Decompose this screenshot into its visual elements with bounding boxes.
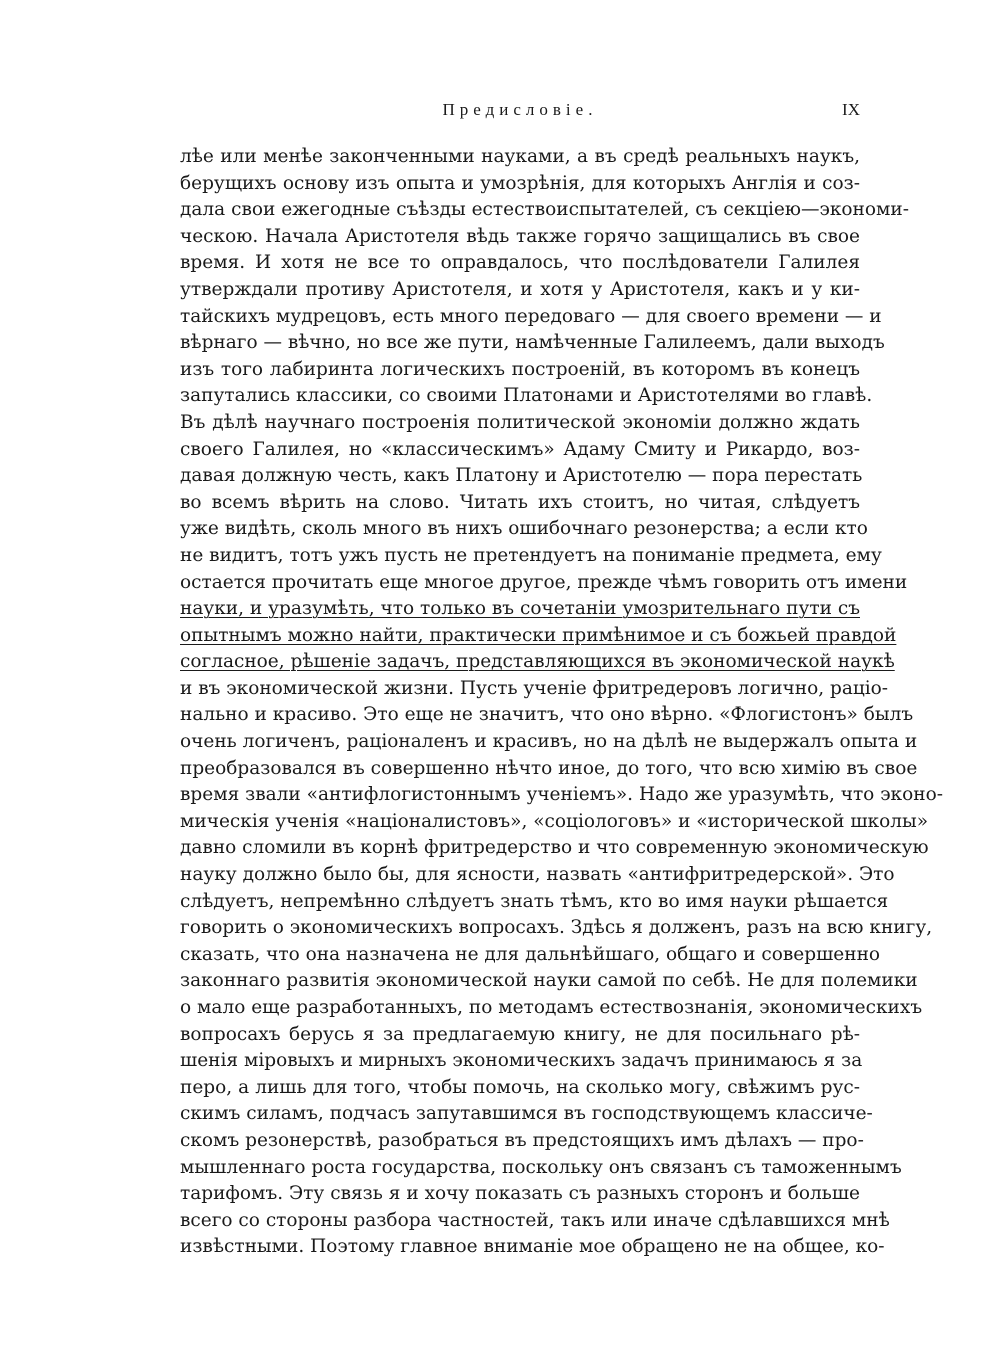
text-line: лѣе или менѣе законченными науками, а въ средѣ реальныхъ наукъ, [180,146,860,167]
text-line: остается прочитать еще многое другое, прежде чѣмъ говорить отъ имени [180,571,908,593]
text-line: вѣрнаго — вѣчно, но все же пути, намѣченные Галилеемъ, дали выходъ [180,332,885,354]
text-line: своего Галилея, но «классическимъ» Адаму Смиту и Рикардо, воз- [180,438,860,460]
text-line: перо, а лишь для того, чтобы помочь, на сколько могу, свѣжимъ рус- [180,1076,860,1098]
text-line: не видитъ, тотъ ужъ пусть не претендуетъ на пониманіе предмета, ему [180,544,882,566]
text-line: дала свои ежегодные съѣзды естествоиспытателей, съ секціею—экономи- [180,199,909,221]
text-line: слѣдуетъ, непремѣнно слѣдуетъ знать тѣмъ, кто во имя науки рѣшается [180,890,889,912]
text-line: давая должную честь, какъ Платону и Аристотелю — пора перестать [180,465,863,487]
text-line: мическія ученія «націоналистовъ», «соціологовъ» и «исторической школы» [180,810,929,832]
page-header [180,100,860,130]
text-line-underlined: опытнымъ можно найти, практически примѣнимое и съ божьей правдой [180,624,897,646]
text-line: о мало еще разработанныхъ, по методамъ естествознанія, экономическихъ [180,997,923,1018]
body-text [180,144,943,1261]
text-line: Въ дѣлѣ научнаго построенія политической экономіи должно ждать [180,411,860,433]
text-line: скомъ резонерствѣ, разобраться въ предстоящихъ имъ дѣлахъ — про- [180,1129,864,1151]
text-line: скимъ силамъ, подчасъ запутавшимся въ господствующемъ классиче- [180,1103,873,1125]
text-line: берущихъ основу изъ опыта и умозрѣнія, для которыхъ Англія и соз- [180,172,860,194]
text-line: время звали «антифлогистоннымъ ученіемъ». Надо же уразумѣть, что эконо- [180,784,943,806]
text-line: запутались классики, со своими Платонами и Аристотелями во главѣ. [180,385,873,407]
text-line: мышленнаго роста государства, поскольку онъ связанъ съ таможеннымъ [180,1156,902,1178]
text-line: вопросахъ берусь я за предлагаемую книгу, не для посильнаго рѣ- [180,1023,860,1045]
text-line: всего со стороны разбора частностей, такъ или иначе сдѣлавшихся мнѣ [180,1209,890,1231]
text-line: шенія міровыхъ и мирныхъ экономическихъ задачъ принимаюсь я за [180,1050,863,1072]
text-line-underlined: науки, и уразумѣть, что только въ сочетаніи умозрительнаго пути съ [180,598,860,620]
text-line: тайскихъ мудрецовъ, есть много передоваго — для своего времени — и [180,305,882,327]
text-line: утверждали противу Аристотеля, и хотя у Аристотеля, какъ и у ки- [180,278,860,300]
text-line: давно сломили въ корнѣ фритредерство и что современную экономическую [180,837,929,859]
text-line: говорить о экономическихъ вопросахъ. Здѣсь я долженъ, разъ на всю книгу, [180,917,933,939]
text-line: законнаго развитія экономической науки самой по себѣ. Не для полемики [180,970,918,992]
text-line: изъ того лабиринта логическихъ построеній, въ которомъ въ конецъ [180,358,860,380]
text-line: сказать, что она назначена не для дальнѣйшаго, общаго и совершенно [180,943,881,965]
text-line: и въ экономической жизни. Пусть ученіе фритредеровъ логично, раціо- [180,677,889,699]
text-line: тарифомъ. Эту связь я и хочу показать съ разныхъ сторонъ и больше [180,1183,860,1205]
text-line: нально и красиво. Это еще не значитъ, что оно вѣрно. «Флогистонъ» былъ [180,704,914,726]
text-line: науку должно было бы, для ясности, назвать «антифритредерской». Это [180,864,895,886]
text-line: во всемъ вѣрить на слово. Читать ихъ стоитъ, но читая, слѣдуетъ [180,491,860,513]
page-number: IX [842,100,860,119]
running-head: Предисловіе. [442,100,598,119]
text-line: преобразовался въ совершенно нѣчто иное, до того, что всю химію въ свое [180,757,918,779]
text-line: уже видѣть, сколь много въ нихъ ошибочнаго резонерства; а если кто [180,518,868,540]
text-line: ческою. Начала Аристотеля вѣдь также горячо защищались въ свое [180,225,860,247]
text-line: извѣстными. Поэтому главное вниманіе мое обращено не на общее, ко- [180,1236,885,1258]
text-line: время. И хотя не все то оправдалось, что послѣдователи Галилея [180,252,860,274]
text-line: очень логиченъ, раціоналенъ и красивъ, но на дѣлѣ не выдержалъ опыта и [180,731,918,753]
text-line-underlined: согласное, рѣшеніе задачъ, представляющихся въ экономической наукѣ [180,651,895,673]
